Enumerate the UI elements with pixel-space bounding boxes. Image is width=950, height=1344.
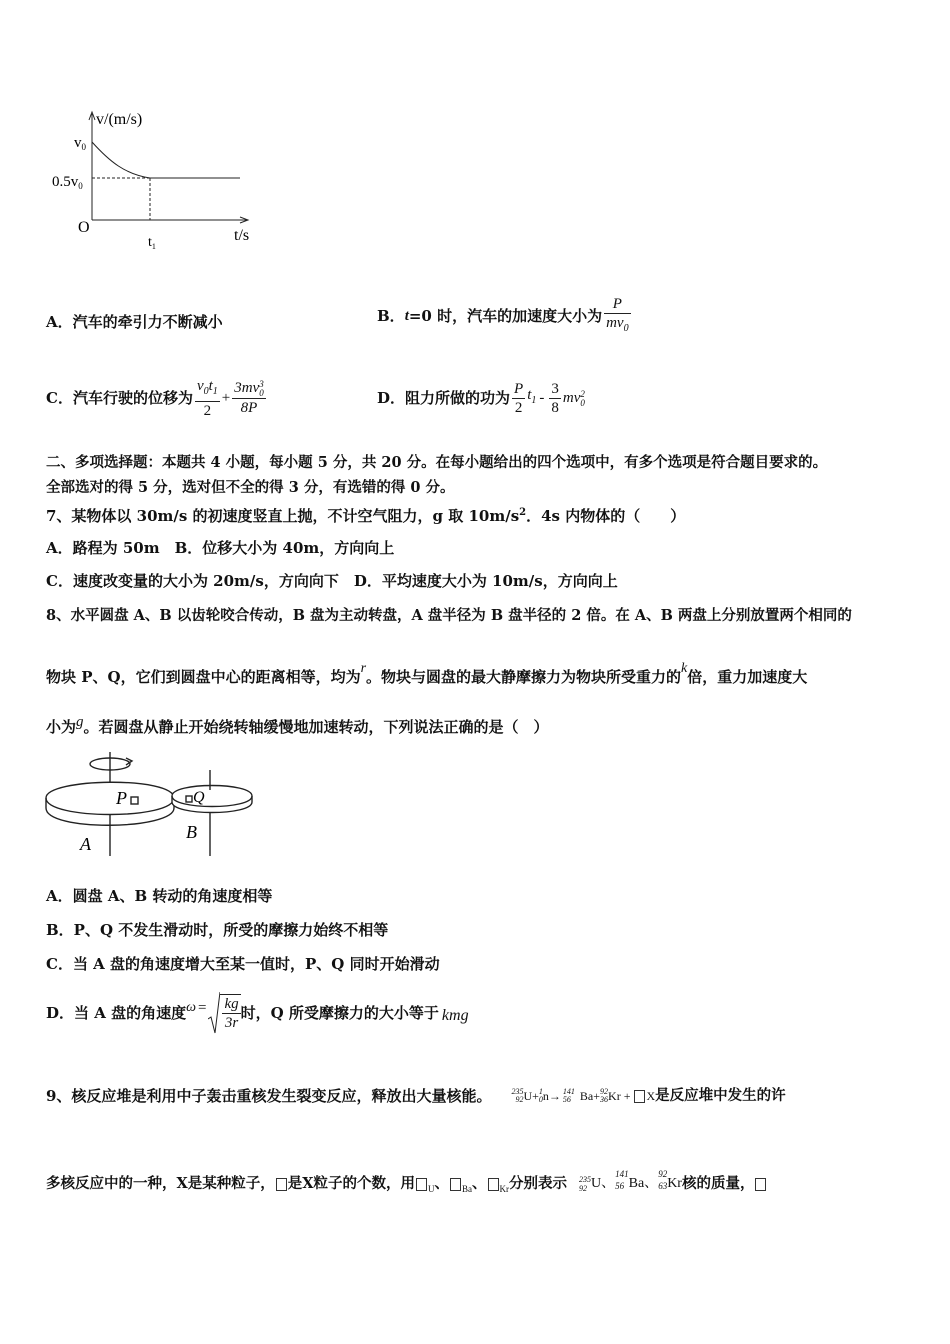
missing-coefficient-box — [634, 1090, 645, 1103]
q7-options-ab: A．路程为 50m B．位移大小为 40m，方向向上 — [46, 539, 395, 557]
q9-nuclide-list: 235 92 U、 141 56 Ba、 92 63 Kr — [579, 1169, 682, 1193]
q6-d-fraction-2: $\frac{3}{8}$ — [551, 380, 559, 416]
origin-label: O — [78, 219, 90, 236]
mass-symbol-box-ba — [450, 1178, 461, 1191]
q6-c-fraction-1: $\frac{v_0t_1}{2}$ — [196, 377, 218, 419]
q8-line3: 小为g。若圆盘从静止开始绕转轴缓慢地加速转动，下列说法正确的是（ ） — [46, 714, 549, 736]
q8-option-a: A．圆盘 A、B 转动的角速度相等 — [46, 887, 273, 905]
label-b: B — [186, 822, 197, 842]
q8-line1: 8、水平圆盘 A、B 以齿轮咬合传动，B 盘为主动转盘，A 盘半径为 B 盘半径的 2 倍。在 A、B 两盘上分别放置两个相同的 — [46, 607, 852, 624]
trailing-box — [755, 1178, 766, 1191]
q8-option-c: C．当 A 盘的角速度增大至某一值时，P、Q 同时开始滑动 — [46, 955, 440, 973]
x-axis-label: t/s — [234, 227, 250, 244]
q7-stem: 7、某物体以 30m/s 的初速度竖直上抛，不计空气阻力，g 取 $10m/s^2$．4s 内物体的（ ） — [46, 507, 686, 525]
sqrt-fraction: $\frac{kg}{3r}$ — [220, 994, 240, 1032]
section2-line1: 二、多项选择题：本题共 4 小题，每小题 5 分，共 20 分。在每小题给出的四个选项中，有多个选项是符合题目要求的。 — [46, 454, 828, 471]
v0-label: $v_0$ — [74, 135, 86, 152]
q6-option-a: A．汽车的牵引力不断减小 — [46, 313, 223, 331]
velocity-time-graph — [40, 100, 270, 260]
q9-line2: 多核反应中的一种，X是某种粒子， 是X粒子的个数，用 U 、 Ba 、 Kr 分别表示 235 92 U、 141 56 Ba、 92 63 Kr 核的质量， — [46, 1164, 767, 1204]
half-v0-label: $0.5v_0$ — [52, 174, 83, 191]
mass-symbol-box-kr — [488, 1178, 499, 1191]
label-p: P — [116, 788, 127, 808]
y-axis-label: v/(m/s) — [96, 111, 143, 128]
label-a: A — [80, 834, 91, 854]
sqrt-sign — [208, 991, 220, 1035]
q8-line2: 物块 P、Q，它们到圆盘中心的距离相等，均为r。物块与圆盘的最大静摩擦力为物块所受重力的k倍，重力加速度大 — [46, 661, 808, 686]
coefficient-box — [276, 1178, 287, 1191]
t1-label: $t_1$ — [148, 235, 156, 251]
q8-option-d: D．当 A 盘的角速度 ω = $\frac{kg}{3r}$ 时，Q 所受摩擦力的大小等于 kmg — [46, 988, 469, 1038]
q7-options-cd: C．速度改变量的大小为 20m/s，方向向下 D．平均速度大小为 10m/s，方向向上 — [46, 572, 618, 590]
q6-option-c: C．汽车行驶的位移为 $\frac{v_0t_1}{2}$ + 3mv 3 0 8P — [46, 377, 264, 419]
q6-option-b: B． t =0 时，汽车的加速度大小为 $\frac{P}{mv_0}$ — [377, 290, 633, 342]
sqrt-expression — [208, 991, 240, 1035]
q6-d-fraction-1: $\frac{P}{2}$ — [514, 380, 524, 416]
q6-option-d: D．阻力所做的功为 $\frac{P}{2}$ $t_1$ - $\frac{3}{8}$ mv 2 0 — [377, 380, 585, 416]
q8-option-b: B．P、Q 不发生滑动时，所受的摩擦力始终不相等 — [46, 921, 389, 939]
disc-figure — [40, 752, 270, 862]
section2-line2: 全部选对的得 5 分，选对但不全的得 3 分，有选错的得 0 分。 — [46, 479, 455, 496]
disc-b — [172, 786, 252, 813]
q9-line1: 9、核反应堆是利用中子轰击重核发生裂变反应，释放出大量核能。 235 92 U + 1 0 n → 141 56 Ba + 92 36 Kr + X 是反应堆中发生的许 — [46, 1087, 786, 1105]
velocity-curve — [92, 142, 240, 178]
label-q: Q — [193, 789, 205, 806]
q6-c-fraction-2: 3mv 3 0 8P — [234, 378, 264, 416]
q6-b-fraction: $\frac{P}{mv_0}$ — [606, 295, 629, 334]
mass-symbol-box-u — [416, 1178, 427, 1191]
q9-reaction-equation: 235 92 U + 1 0 n → 141 56 Ba + 92 36 Kr + X — [511, 1087, 656, 1104]
